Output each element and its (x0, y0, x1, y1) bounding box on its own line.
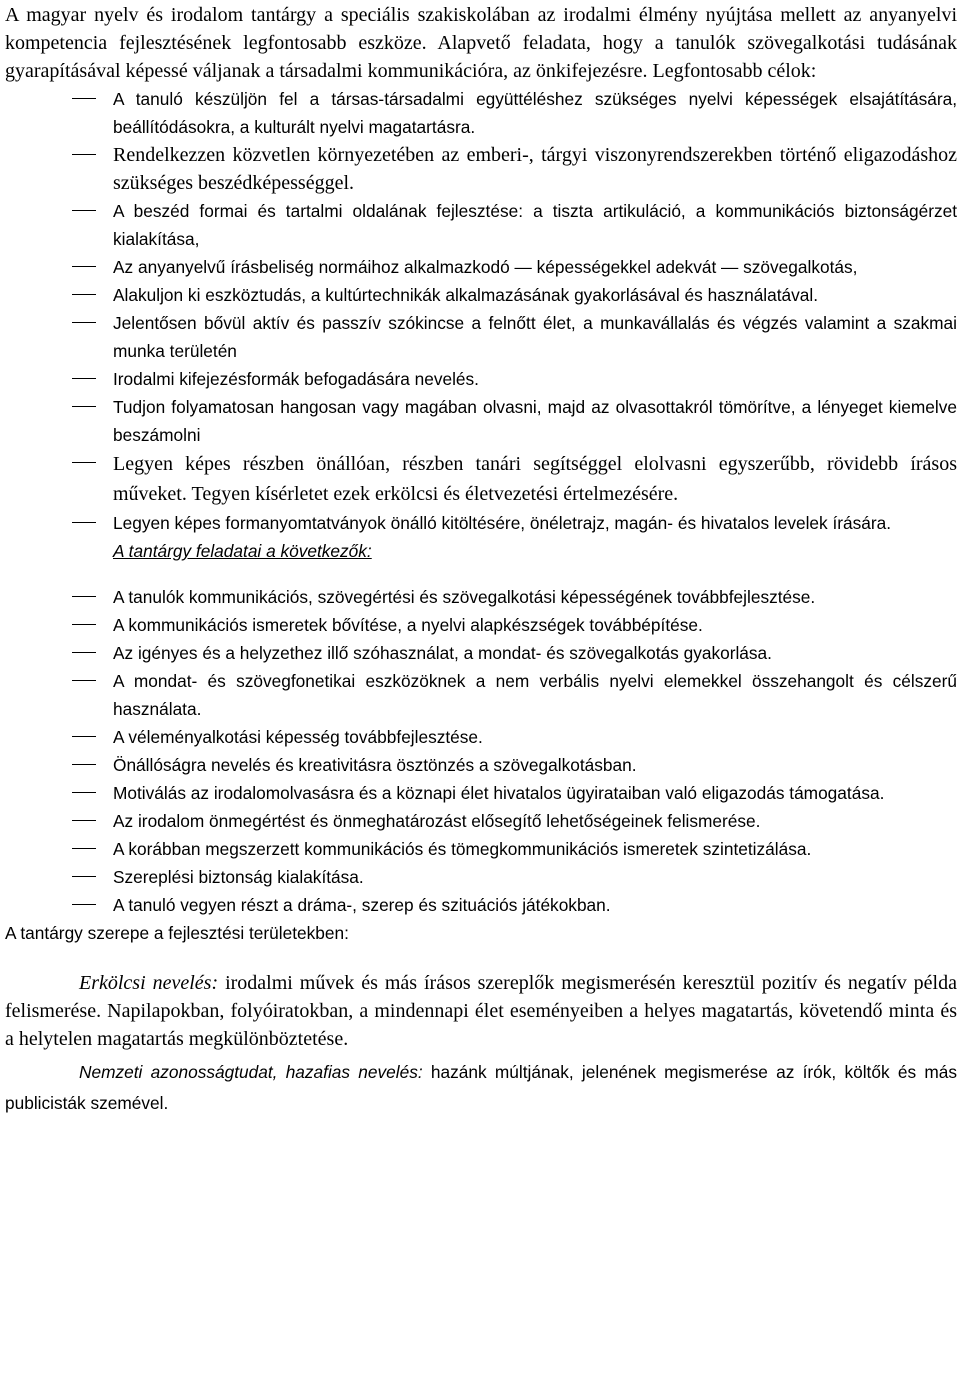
list-item: A tanuló vegyen részt a dráma-, szerep és szituációs játékokban. (5, 891, 957, 919)
dash-bullet-icon (72, 848, 96, 849)
list-item: A mondat- és szövegfonetikai eszközöknek a nem verbális nyelvi elemekkel összehangolt és célszerű használata. (5, 667, 957, 723)
list-item: Legyen képes részben önállóan, részben tanári segítséggel elolvasni egyszerűbb, rövidebb írásos műveket. Tegyen kísérletet ezek erkölcsi és életvezetési értelmezésére. (5, 449, 957, 509)
moral-education-text: irodalmi művek és más írásos szereplők megismerésén keresztül pozitív és negatív példa felismerése. Napilapokban, folyóiratokban, a mindennapi élet eseményeiben a helyes magatartás, követendő minta és a helytelen magatartás megkülönböztetése. (5, 972, 957, 1050)
dash-bullet-icon (72, 680, 96, 681)
intro-paragraph: A magyar nyelv és irodalom tantárgy a speciális szakiskolában az irodalmi élmény nyújtása mellett az anyanyelvi kompetencia fejlesztésének legfontosabb eszköze. Alapvető feladata, hogy a tanulók szövegalkotási tudásának gyarapításával képessé váljanak a társadalmi kommunikációra, az önkifejezésre. Legfontosabb célok: (5, 4, 957, 82)
list-item: Szereplési biztonság kialakítása. (5, 863, 957, 891)
goals-list (5, 85, 957, 537)
dash-bullet-icon (72, 792, 96, 793)
list-item: A kommunikációs ismeretek bővítése, a nyelvi alapkészségek továbbépítése. (5, 611, 957, 639)
dash-bullet-icon (72, 294, 96, 295)
dash-bullet-icon (72, 522, 96, 523)
list-item: Alakuljon ki eszköztudás, a kultúrtechnikák alkalmazásának gyakorlásával és használatával. (5, 281, 957, 309)
dash-bullet-icon (72, 154, 96, 155)
list-item: Legyen képes formanyomtatványok önálló kitöltésére, önéletrajz, magán- és hivatalos levelek írására. (5, 509, 957, 537)
list-item: Irodalmi kifejezésformák befogadására nevelés. (5, 365, 957, 393)
list-item: Önállóságra nevelés és kreativitásra ösztönzés a szövegalkotásban. (5, 751, 957, 779)
list-item: Rendelkezzen közvetlen környezetében az emberi-, tárgyi viszonyrendszerekben történő eligazodáshoz szükséges beszédképességgel. (5, 141, 957, 197)
dash-bullet-icon (72, 820, 96, 821)
dash-bullet-icon (72, 736, 96, 737)
dash-bullet-icon (72, 596, 96, 597)
dash-bullet-icon (72, 876, 96, 877)
list-item: Az irodalom önmegértést és önmeghatározást elősegítő lehetőségeinek felismerése. (5, 807, 957, 835)
list-item: Az anyanyelvű írásbeliség normáihoz alkalmazkodó — képességekkel adekvát — szövegalkotás, (5, 253, 957, 281)
list-item: Jelentősen bővül aktív és passzív szókincse a felnőtt élet, a munkavállalás és végzés valamint a szakmai munka területén (5, 309, 957, 365)
list-item: A korábban megszerzett kommunikációs és tömegkommunikációs ismeretek szintetizálása. (5, 835, 957, 863)
dash-bullet-icon (72, 462, 96, 463)
tasks-heading: A tantárgy feladatai a következők: (113, 541, 372, 561)
areas-heading: A tantárgy szerepe a fejlesztési területekben: (5, 923, 349, 943)
national-identity-label: Nemzeti azonosságtudat, hazafias nevelés: (79, 1062, 423, 1082)
dash-bullet-icon (72, 98, 96, 99)
dash-bullet-icon (72, 406, 96, 407)
list-item: A tanulók kommunikációs, szövegértési és szövegalkotási képességének továbbfejlesztése. (5, 583, 957, 611)
dash-bullet-icon (72, 266, 96, 267)
dash-bullet-icon (72, 904, 96, 905)
list-item: Az igényes és a helyzethez illő szóhasználat, a mondat- és szövegalkotás gyakorlása. (5, 639, 957, 667)
dash-bullet-icon (72, 210, 96, 211)
moral-education-paragraph (5, 969, 957, 1053)
document-page (5, 0, 957, 1119)
dash-bullet-icon (72, 652, 96, 653)
list-item: A véleményalkotási képesség továbbfejlesztése. (5, 723, 957, 751)
list-item: Tudjon folyamatosan hangosan vagy magában olvasni, majd az olvasottakról tömörítve, a lényeget kiemelve beszámolni (5, 393, 957, 449)
dash-bullet-icon (72, 764, 96, 765)
national-identity-text: hazánk múltjának, jelenének megismerése az írók, költők és más publicisták szemével. (5, 1062, 958, 1113)
tasks-list (5, 583, 957, 919)
dash-bullet-icon (72, 378, 96, 379)
moral-education-label: Erkölcsi nevelés: (79, 972, 219, 994)
dash-bullet-icon (72, 322, 96, 323)
list-item: Motiválás az irodalomolvasásra és a köznapi élet hivatalos ügyirataiban való eligazodás támogatása. (5, 779, 957, 807)
national-identity-paragraph (5, 1057, 957, 1119)
list-item: A tanuló készüljön fel a társas-társadalmi együttéléshez szükséges nyelvi képességek elsajátítására, beállítódásokra, a kulturált nyelvi magatartásra. (5, 85, 957, 141)
dash-bullet-icon (72, 624, 96, 625)
list-item: A beszéd formai és tartalmi oldalának fejlesztése: a tiszta artikuláció, a kommunikációs biztonságérzet kialakítása, (5, 197, 957, 253)
